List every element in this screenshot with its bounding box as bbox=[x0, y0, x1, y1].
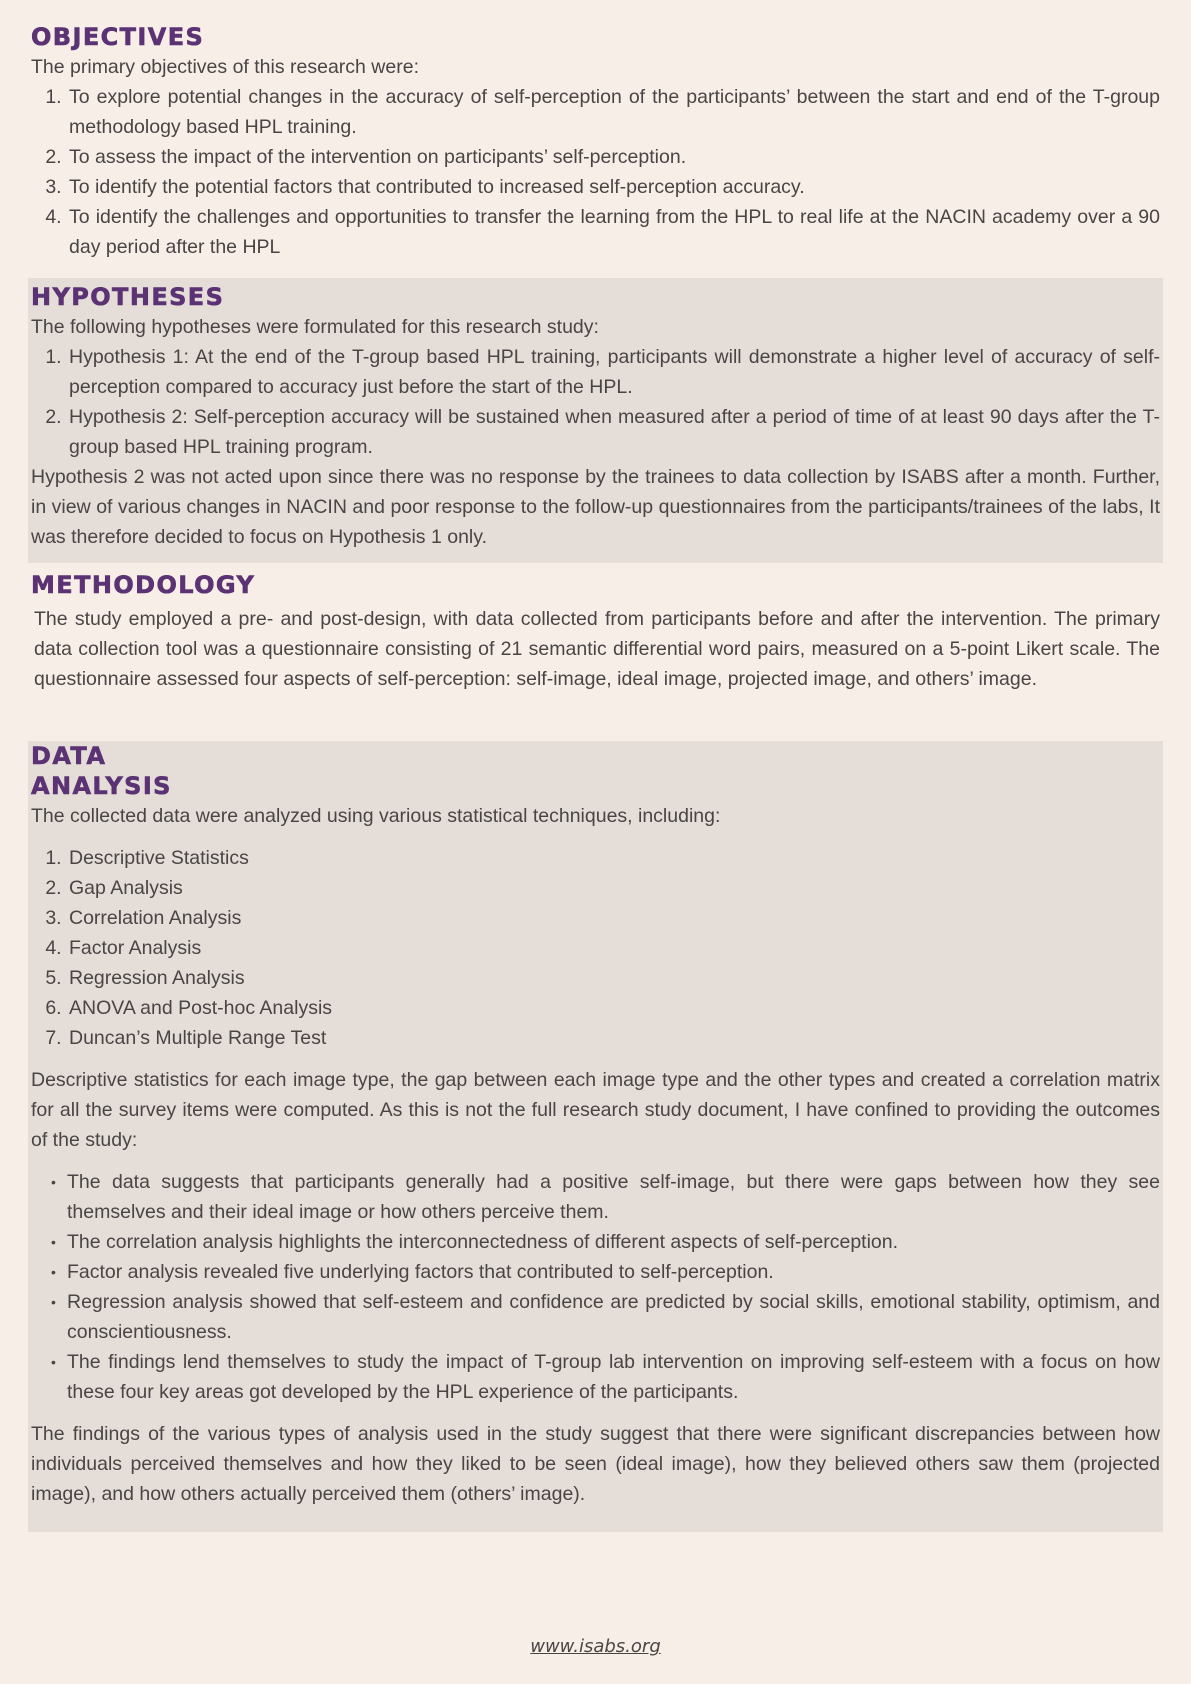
objectives-list bbox=[31, 82, 1160, 262]
hypotheses-heading: HYPOTHESES bbox=[31, 283, 225, 311]
bullet-icon: • bbox=[51, 1174, 56, 1190]
data-analysis-conclusion: The findings of the various types of analysis used in the study suggest that there were significant discrepancies between how individuals perceived themselves and how they liked to be seen (ideal image), how they believed others saw them (projected image), and how others actually perceived them (others’ image). bbox=[31, 1423, 1160, 1505]
list-item: • Regression analysis showed that self-esteem and confidence are predicted by social skills, emotional stability, optimism, and conscientiousness. bbox=[67, 1287, 1160, 1347]
list-item: • The data suggests that participants generally had a positive self-image, but there were gaps between how they see themselves and their ideal image or how others perceive them. bbox=[67, 1167, 1160, 1227]
bullet-icon: • bbox=[51, 1354, 56, 1370]
list-item: 4. Factor Analysis bbox=[67, 933, 1160, 963]
list-item: 6. ANOVA and Post-hoc Analysis bbox=[67, 993, 1160, 1023]
bullet-icon: • bbox=[51, 1294, 56, 1310]
methodology-heading: METHODOLOGY bbox=[31, 571, 256, 599]
bullet-icon: • bbox=[51, 1234, 56, 1250]
techniques-list bbox=[31, 843, 1160, 1053]
hypotheses-note: Hypothesis 2 was not acted upon since there was no response by the trainees to data collection by ISABS after a month. Further, in view of various changes in NACIN and poor response to the follow-up questionnaires from the participants/trainees of the labs, It was therefore decided to focus on Hypothesis 1 only. bbox=[31, 466, 1160, 548]
hypotheses-intro: The following hypotheses were formulated for this research study: bbox=[31, 316, 599, 338]
data-analysis-summary: Descriptive statistics for each image type, the gap between each image type and the other types and created a correlation matrix for all the survey items were computed. As this is not the full research study document, I have confined to providing the outcomes of the study: bbox=[31, 1069, 1160, 1151]
methodology-body: The study employed a pre- and post-design, with data collected from participants before and after the intervention. The primary data collection tool was a questionnaire consisting of 21 semantic differential word pairs, measured on a 5-point Likert scale. The questionnaire assessed four aspects of self-perception: self-image, ideal image, projected image, and others’ image. bbox=[34, 608, 1160, 690]
website-link[interactable]: www.isabs.org bbox=[530, 1636, 661, 1657]
list-item: • Factor analysis revealed five underlying factors that contributed to self-perception. bbox=[67, 1257, 1160, 1287]
data-analysis-intro: The collected data were analyzed using various statistical techniques, including: bbox=[31, 805, 721, 827]
list-item: 1. To explore potential changes in the accuracy of self-perception of the participants’ between the start and end of the T-group methodology based HPL training. bbox=[67, 82, 1160, 142]
data-analysis-section bbox=[28, 741, 1163, 1532]
objectives-section bbox=[28, 22, 1163, 262]
outcomes-list bbox=[31, 1167, 1160, 1407]
hypotheses-section bbox=[28, 278, 1163, 563]
list-item: • The findings lend themselves to study the impact of T-group lab intervention on improving self-esteem with a focus on how these four key areas got developed by the HPL experience of the participants. bbox=[67, 1347, 1160, 1407]
data-analysis-heading-line2: ANALYSIS bbox=[31, 772, 172, 800]
methodology-section bbox=[28, 570, 1163, 694]
objectives-intro: The primary objectives of this research were: bbox=[31, 56, 419, 78]
list-item: 5. Regression Analysis bbox=[67, 963, 1160, 993]
list-item: 3. To identify the potential factors that contributed to increased self-perception accuracy. bbox=[67, 172, 1160, 202]
bullet-icon: • bbox=[51, 1264, 56, 1280]
list-item: 7. Duncan’s Multiple Range Test bbox=[67, 1023, 1160, 1053]
list-item: 1. Descriptive Statistics bbox=[67, 843, 1160, 873]
data-analysis-heading bbox=[31, 741, 1160, 801]
list-item: • The correlation analysis highlights the interconnectedness of different aspects of self-perception. bbox=[67, 1227, 1160, 1257]
list-item: 2. Hypothesis 2: Self-perception accuracy will be sustained when measured after a period of time of at least 90 days after the T-group based HPL training program. bbox=[67, 402, 1160, 462]
list-item: 2. Gap Analysis bbox=[67, 873, 1160, 903]
list-item: 1. Hypothesis 1: At the end of the T-group based HPL training, participants will demonstrate a higher level of accuracy of self-perception compared to accuracy just before the start of the HPL. bbox=[67, 342, 1160, 402]
hypotheses-list bbox=[31, 342, 1160, 462]
objectives-heading: OBJECTIVES bbox=[31, 23, 205, 51]
list-item: 3. Correlation Analysis bbox=[67, 903, 1160, 933]
list-item: 4. To identify the challenges and opportunities to transfer the learning from the HPL to real life at the NACIN academy over a 90 day period after the HPL bbox=[67, 202, 1160, 262]
data-analysis-heading-line1: DATA bbox=[31, 742, 107, 770]
list-item: 2. To assess the impact of the intervention on participants’ self-perception. bbox=[67, 142, 1160, 172]
